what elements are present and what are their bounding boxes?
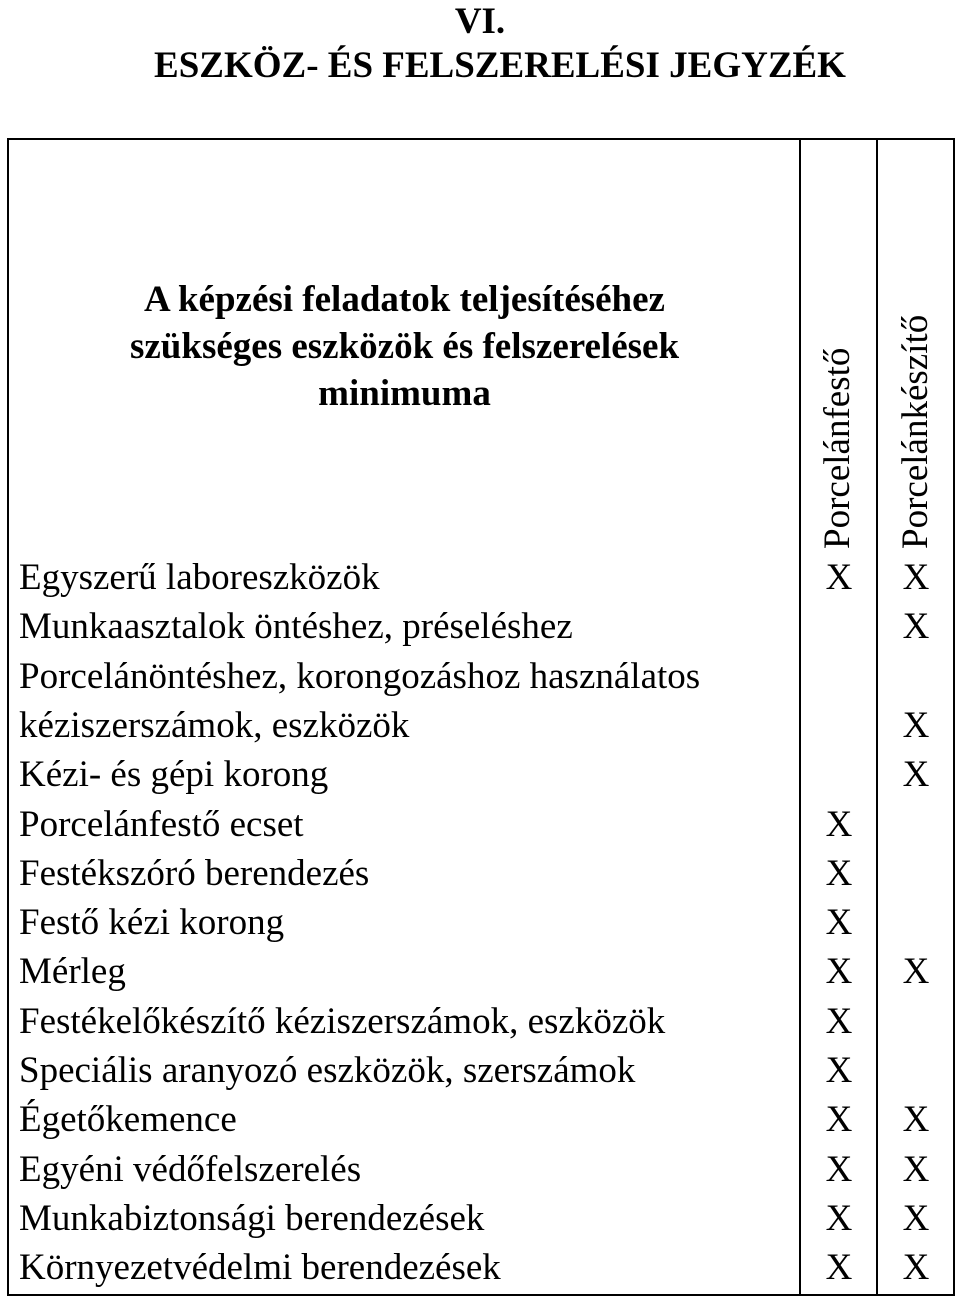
row-label: Festékszóró berendezés (19, 852, 370, 894)
row-label: Kézi- és gépi korong (19, 754, 329, 796)
mark-festo: X (825, 852, 853, 894)
mark-keszito: X (902, 1099, 930, 1141)
row-label: Mérleg (19, 951, 126, 993)
mark-keszito: X (902, 1197, 930, 1239)
mark-festo: X (825, 951, 853, 993)
mark-festo: X (825, 557, 853, 598)
row-label: Egyszerű laboreszközök (19, 557, 380, 598)
row-label: Speciális aranyozó eszközök, szerszámok (19, 1050, 636, 1091)
mark-festo: X (825, 803, 853, 845)
row-label: Égetőkemence (19, 1099, 237, 1141)
mark-festo: X (825, 1197, 853, 1239)
mark-keszito: X (902, 951, 930, 993)
mark-festo: X (825, 1148, 853, 1190)
column-header-porcelankeszito: Porcelánkészítő (895, 314, 936, 549)
mark-keszito: X (902, 1148, 930, 1190)
mark-festo: X (825, 1247, 853, 1289)
mark-festo: X (825, 1050, 853, 1091)
row-label: Porcelánfestő ecset (19, 803, 304, 845)
row-label: Porcelánöntéshez, korongozáshoz használatos (19, 655, 701, 697)
row-label: Egyéni védőfelszerelés (19, 1148, 362, 1190)
header-line: A képzési feladatok teljesítéséhez (144, 279, 665, 320)
row-label: Munkaasztalok öntéshez, préseléshez (19, 606, 573, 648)
mark-keszito: X (902, 754, 930, 796)
mark-festo: X (825, 1000, 853, 1042)
mark-keszito: X (902, 1247, 930, 1289)
row-label: Munkabiztonsági berendezések (19, 1197, 485, 1239)
mark-keszito: X (902, 704, 930, 746)
column-header-porcelanfesto: Porcelánfestő (817, 347, 858, 549)
row-label: Festő kézi korong (19, 902, 285, 944)
mark-festo: X (825, 1099, 853, 1141)
section-number: VI. (454, 1, 506, 42)
mark-keszito: X (902, 606, 930, 648)
mark-festo: X (825, 902, 853, 944)
row-label: Környezetvédelmi berendezések (19, 1247, 501, 1289)
row-label: kéziszerszámok, eszközök (19, 704, 410, 746)
page-title: ESZKÖZ- ÉS FELSZERELÉSI JEGYZÉK (154, 45, 846, 86)
header-line: szükséges eszközök és felszerelések (129, 326, 680, 367)
table-header-text (10, 276, 799, 417)
mark-keszito: X (902, 557, 930, 598)
row-label: Festékelőkészítő kéziszerszámok, eszközök (19, 1000, 666, 1042)
header-line: minimuma (318, 373, 491, 414)
